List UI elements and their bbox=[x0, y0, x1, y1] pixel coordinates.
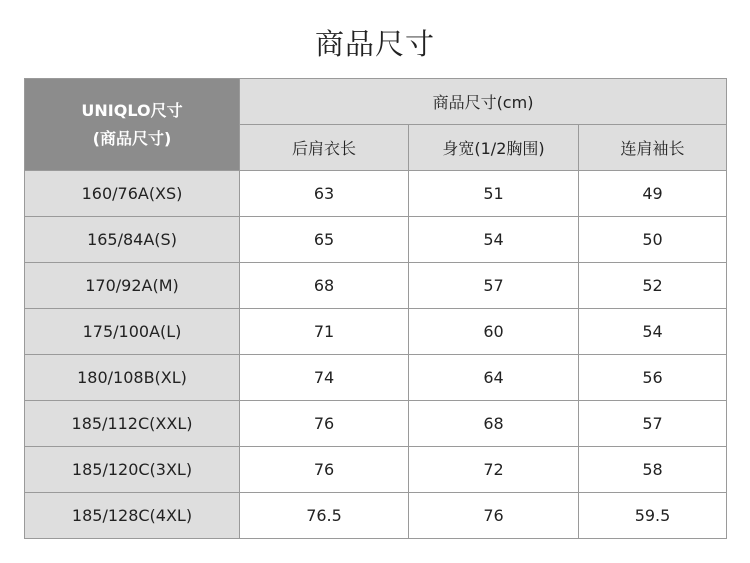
value-cell: 76 bbox=[409, 493, 579, 539]
size-label: 185/128C(4XL) bbox=[25, 493, 240, 539]
group-header: 商品尺寸(cm) bbox=[240, 79, 727, 125]
value-cell: 72 bbox=[409, 447, 579, 493]
corner-header-line2: (商品尺寸) bbox=[92, 128, 172, 148]
table-row bbox=[25, 401, 727, 447]
table-row bbox=[25, 447, 727, 493]
size-label: 165/84A(S) bbox=[25, 217, 240, 263]
value-cell: 59.5 bbox=[579, 493, 727, 539]
column-header-body-width: 身宽(1/2胸围) bbox=[409, 125, 579, 171]
value-cell: 68 bbox=[240, 263, 409, 309]
value-cell: 60 bbox=[409, 309, 579, 355]
size-label: 175/100A(L) bbox=[25, 309, 240, 355]
table-row bbox=[25, 217, 727, 263]
size-label: 185/120C(3XL) bbox=[25, 447, 240, 493]
value-cell: 57 bbox=[409, 263, 579, 309]
value-cell: 76.5 bbox=[240, 493, 409, 539]
size-table bbox=[24, 78, 727, 539]
table-row bbox=[25, 263, 727, 309]
corner-header bbox=[25, 79, 240, 171]
table-row bbox=[25, 171, 727, 217]
size-label: 170/92A(M) bbox=[25, 263, 240, 309]
page-title: 商品尺寸 bbox=[314, 27, 435, 61]
value-cell: 63 bbox=[240, 171, 409, 217]
value-cell: 71 bbox=[240, 309, 409, 355]
value-cell: 68 bbox=[409, 401, 579, 447]
table-row bbox=[25, 309, 727, 355]
value-cell: 57 bbox=[579, 401, 727, 447]
value-cell: 50 bbox=[579, 217, 727, 263]
value-cell: 49 bbox=[579, 171, 727, 217]
size-label: 180/108B(XL) bbox=[25, 355, 240, 401]
value-cell: 54 bbox=[409, 217, 579, 263]
corner-header-line1: UNIQLO尺寸 bbox=[81, 100, 183, 120]
column-header-back-length: 后肩衣长 bbox=[240, 125, 409, 171]
column-header-sleeve-length: 连肩袖长 bbox=[579, 125, 727, 171]
size-label: 185/112C(XXL) bbox=[25, 401, 240, 447]
value-cell: 56 bbox=[579, 355, 727, 401]
value-cell: 54 bbox=[579, 309, 727, 355]
value-cell: 65 bbox=[240, 217, 409, 263]
table-row bbox=[25, 493, 727, 539]
table-row bbox=[25, 355, 727, 401]
value-cell: 64 bbox=[409, 355, 579, 401]
value-cell: 76 bbox=[240, 401, 409, 447]
size-label: 160/76A(XS) bbox=[25, 171, 240, 217]
value-cell: 51 bbox=[409, 171, 579, 217]
header-row-group bbox=[25, 79, 727, 125]
value-cell: 74 bbox=[240, 355, 409, 401]
value-cell: 76 bbox=[240, 447, 409, 493]
value-cell: 52 bbox=[579, 263, 727, 309]
value-cell: 58 bbox=[579, 447, 727, 493]
